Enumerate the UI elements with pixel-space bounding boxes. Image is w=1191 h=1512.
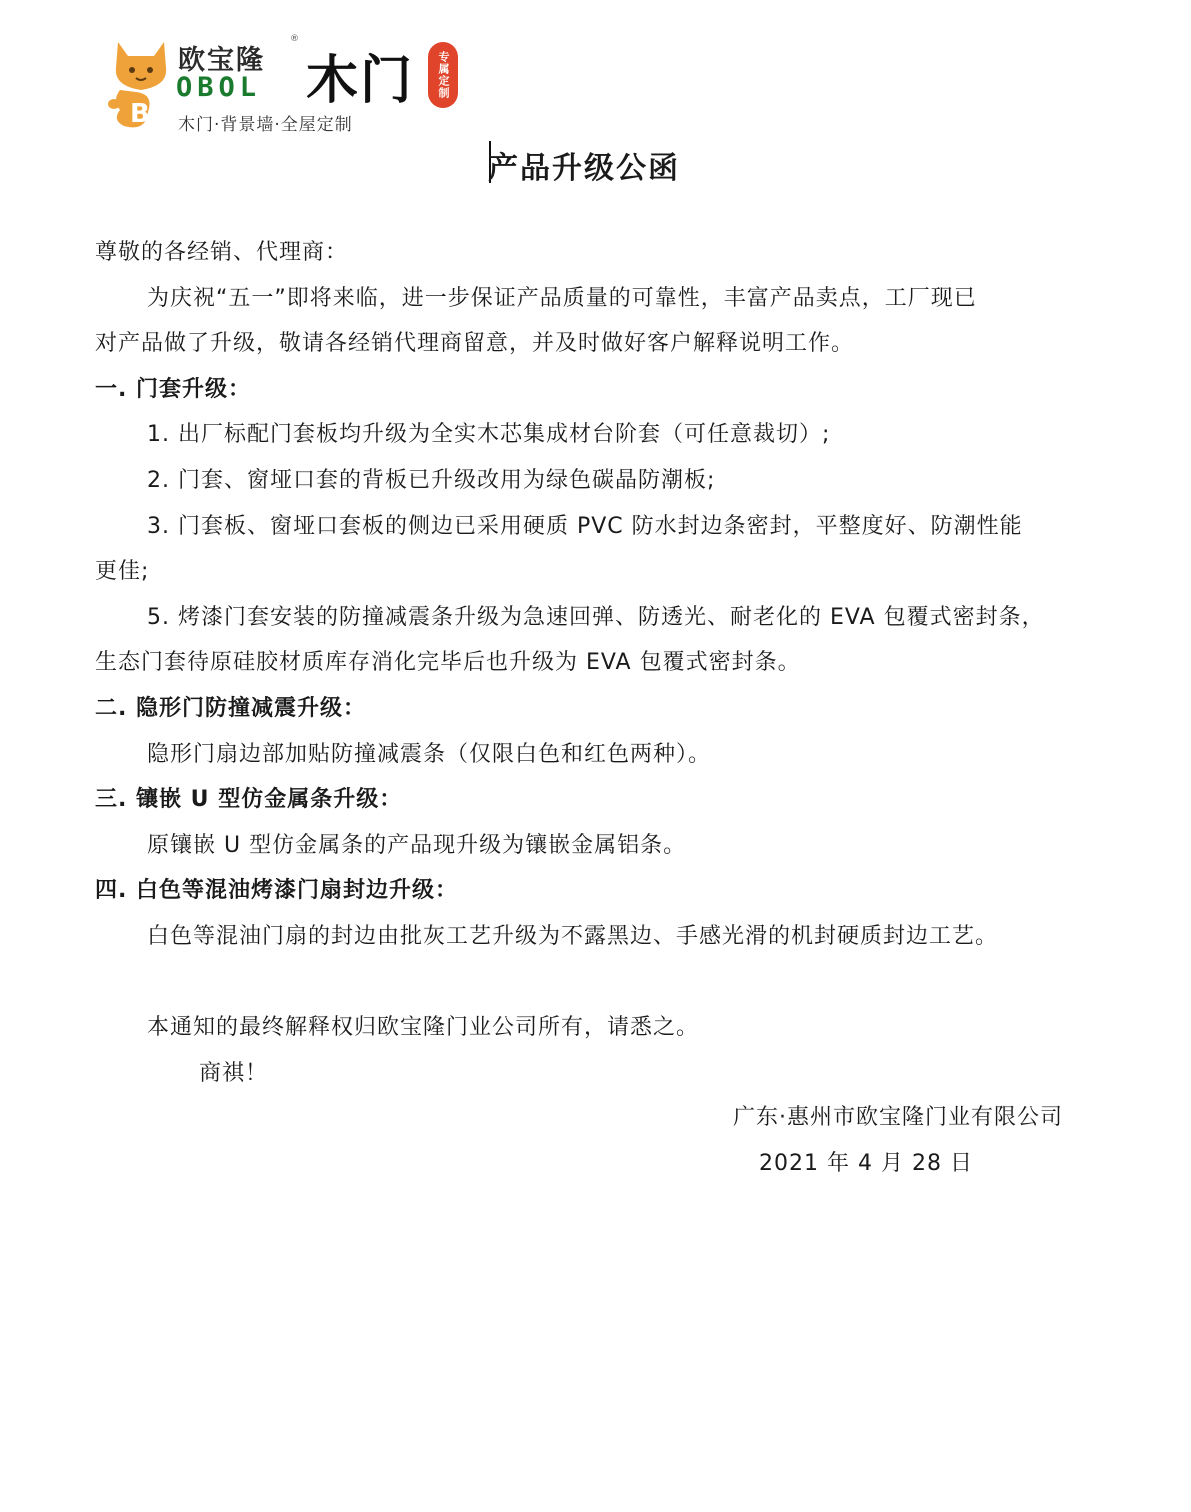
salutation: 尊敬的各经销、代理商：	[95, 240, 349, 265]
document-title: 产品升级公函	[488, 151, 680, 186]
section-3-text: 原镶嵌 U 型仿金属条的产品现升级为镶嵌金属铝条。	[147, 832, 687, 858]
section-1-heading: 一. 门套升级：	[95, 376, 252, 402]
letter-date: 2021 年 4 月 28 日	[759, 1150, 973, 1176]
company-signature: 广东·惠州市欧宝隆门业有限公司	[733, 1105, 1063, 1130]
section-3-heading: 三. 镶嵌 U 型仿金属条升级：	[95, 787, 403, 813]
blank-line	[95, 960, 1115, 1006]
company-logo	[106, 34, 476, 134]
section-1-item-5b: 生态门套待原硅胶材质库存消化完毕后也升级为 EVA 包覆式密封条。	[95, 650, 801, 676]
section-1-item-2: 2. 门套、窗垭口套的背板已升级改用为绿色碳晶防潮板;	[147, 467, 716, 493]
brand-chinese-name: 欧宝隆	[178, 45, 265, 76]
intro-line-1: 为庆祝“五一”即将来临，进一步保证产品质量的可靠性，丰富产品卖点，工厂现已	[147, 285, 977, 311]
custom-seal: 专属定制	[428, 42, 458, 108]
intro-line-2: 对产品做了升级，敬请各经销代理商留意，并及时做好客户解释说明工作。	[95, 331, 855, 357]
registered-mark: ®	[290, 34, 299, 44]
signature-block	[733, 1095, 1063, 1186]
closing-text: 商祺！	[199, 1060, 269, 1086]
letter-body	[95, 230, 1115, 1096]
svg-text:B: B	[130, 99, 150, 129]
section-1-item-3a: 3. 门套板、窗垭口套板的侧边已采用硬质 PVC 防水封边条密封，平整度好、防潮性能	[147, 513, 1023, 539]
notice-text: 本通知的最终解释权归欧宝隆门业公司所有，请悉之。	[147, 1015, 700, 1041]
section-2-text: 隐形门扇边部加贴防撞减震条（仅限白色和红色两种）。	[147, 741, 712, 767]
section-1-item-5a: 5. 烤漆门套安装的防撞减震条升级为急速回弹、防透光、耐老化的 EVA 包覆式密封条，	[147, 604, 1045, 630]
section-4-text: 白色等混油门扇的封边由批灰工艺升级为不露黑边、手感光滑的机封硬质封边工艺。	[147, 923, 999, 949]
section-2-heading: 二. 隐形门防撞减震升级：	[95, 695, 367, 721]
section-4-heading: 四. 白色等混油烤漆门扇封边升级：	[95, 878, 459, 904]
brand-tagline: 木门·背景墙·全屋定制	[178, 115, 353, 135]
section-1-item-1: 1. 出厂标配门套板均升级为全实木芯集成材台阶套（可任意裁切）;	[147, 422, 831, 448]
cat-mascot-icon	[106, 34, 176, 130]
product-name: 木门	[306, 51, 415, 111]
section-1-item-3b: 更佳;	[95, 559, 150, 585]
brand-english-name: OBOL	[176, 72, 262, 103]
